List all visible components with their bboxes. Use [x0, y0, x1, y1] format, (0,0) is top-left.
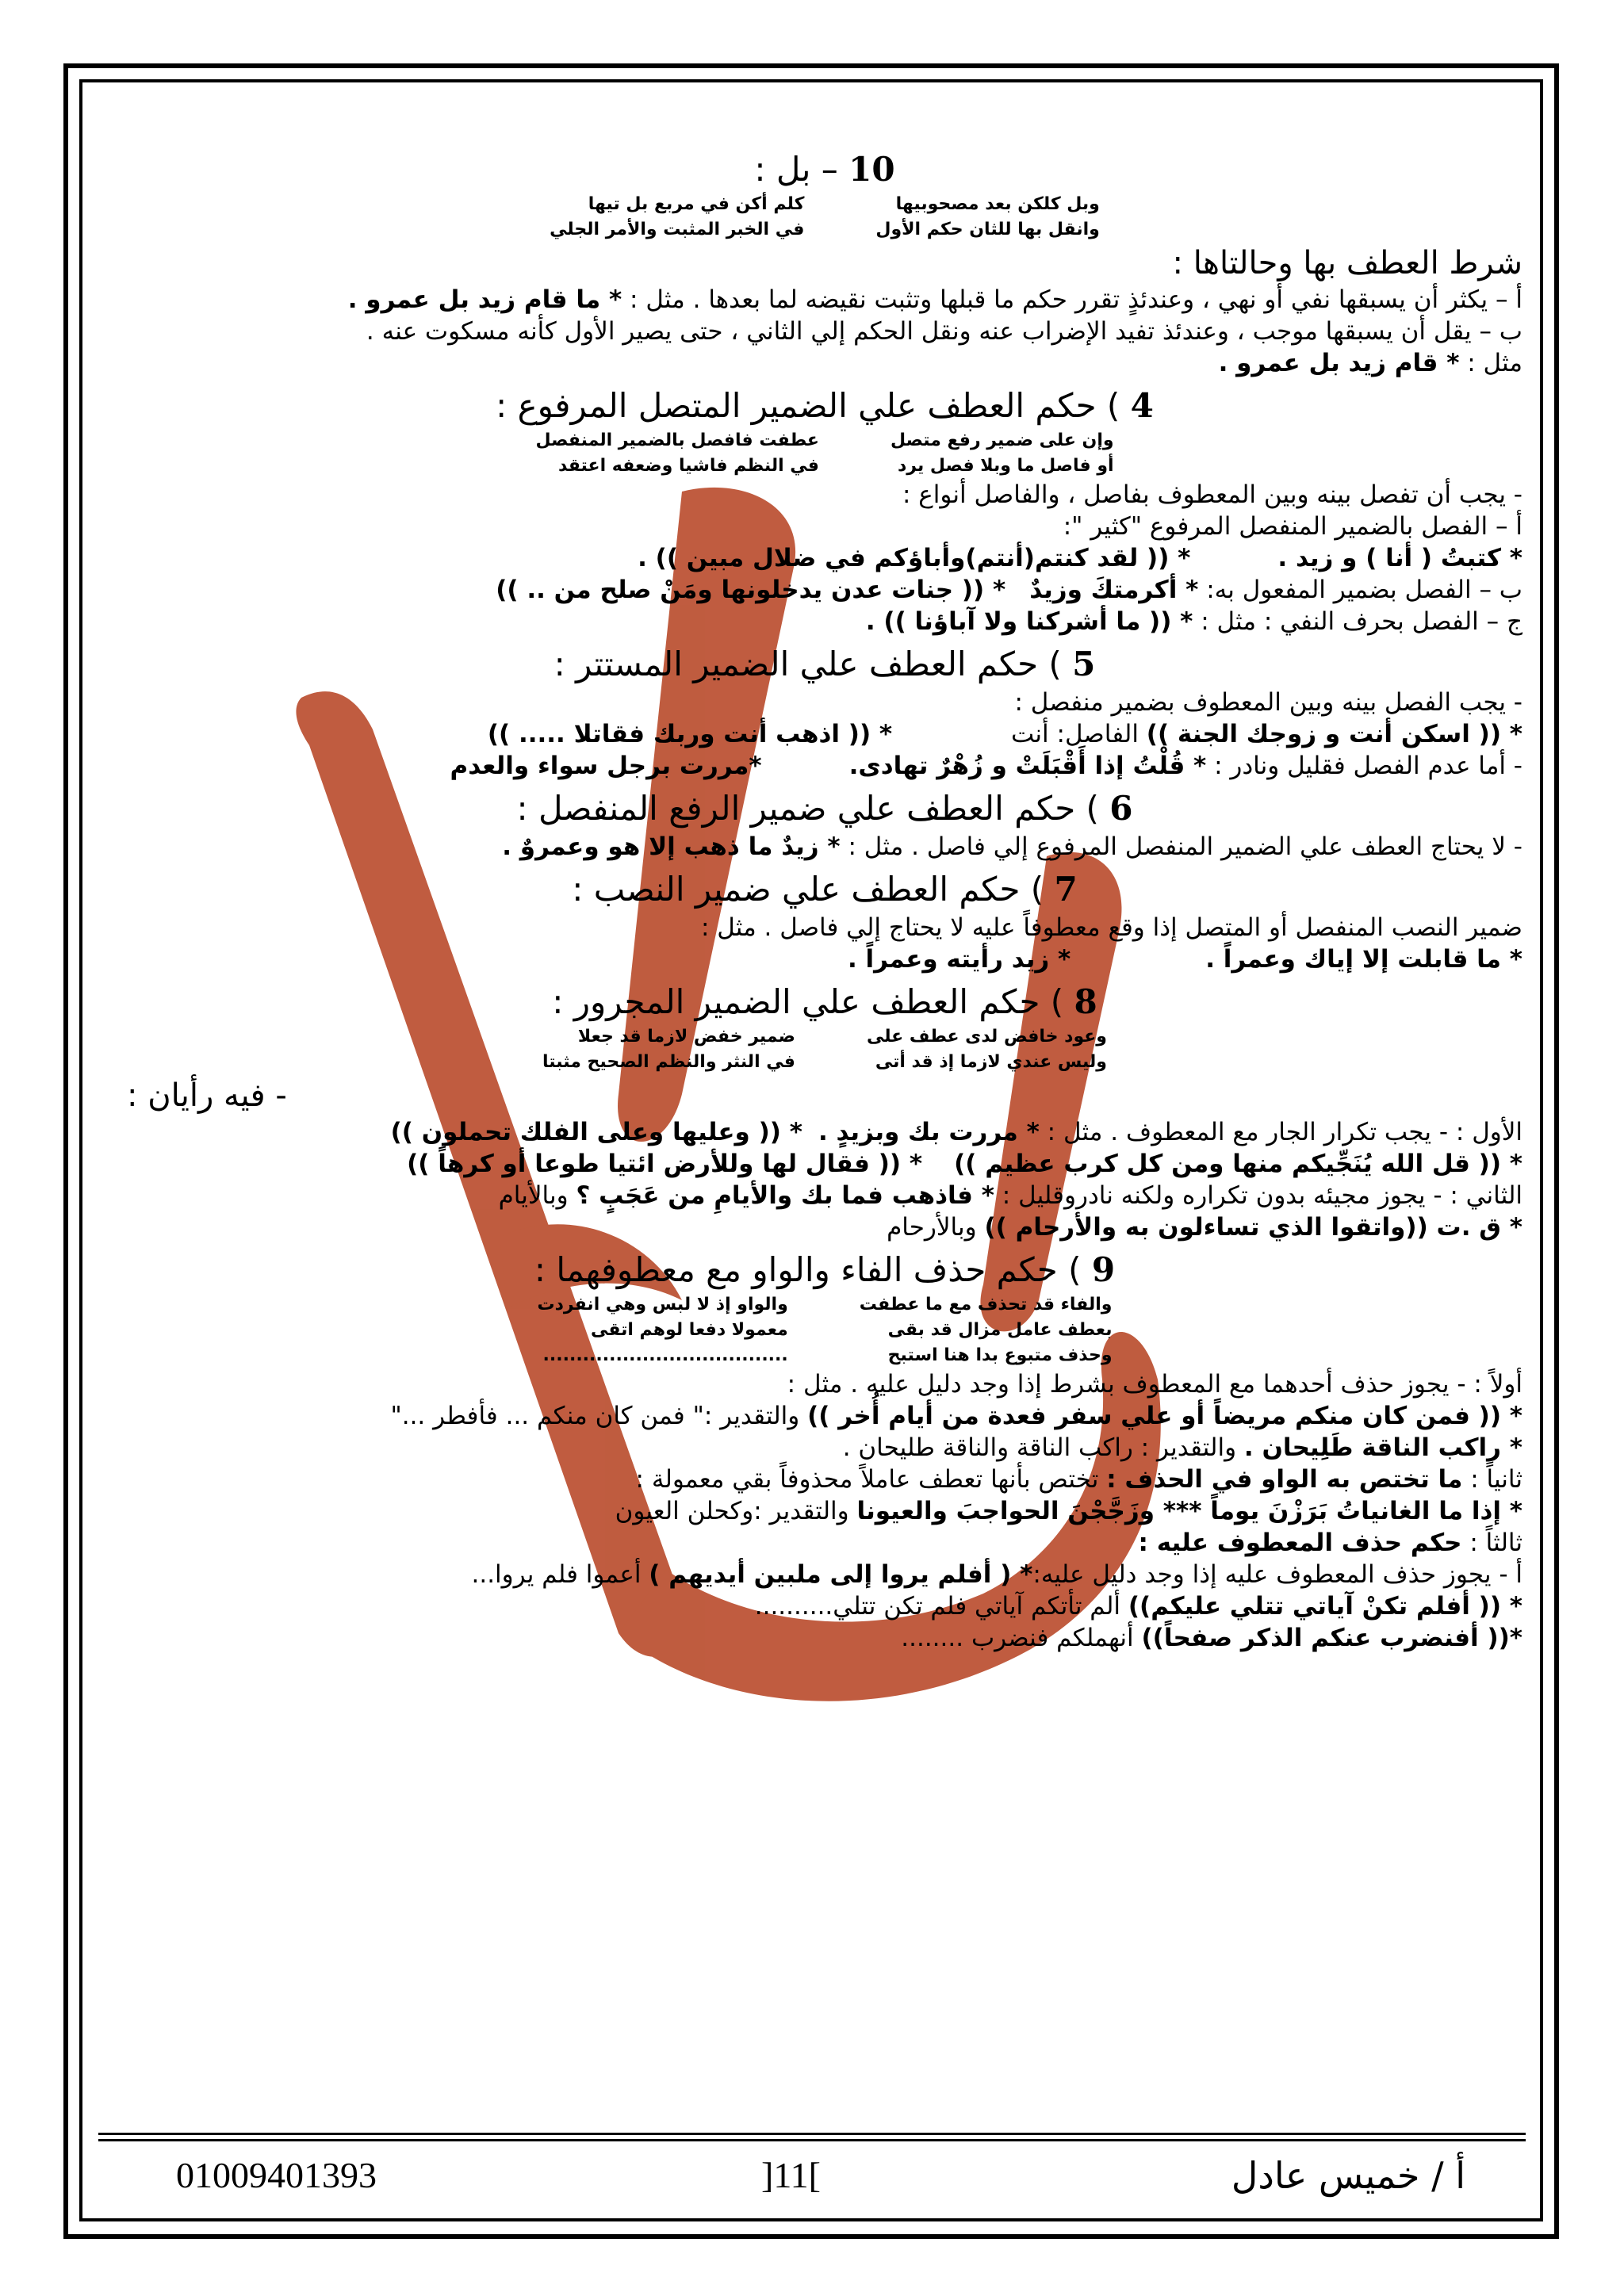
section8-poem — [127, 1024, 1522, 1075]
subheading-text: حكم حذف المعطوف عليه : — [1138, 1529, 1462, 1557]
footer-divider — [98, 2139, 1526, 2141]
example-text: * قام زيد بل عمرو . — [1218, 349, 1460, 377]
section7-examples — [127, 943, 1522, 975]
section9-line — [127, 1590, 1522, 1622]
poem-verse: وعود خافض لدى عطف على — [866, 1027, 1107, 1047]
section6-number: 6 — [1109, 789, 1133, 828]
section9-title: ) حكم حذف الفاء والواو مع معطوفهما : — [534, 1250, 1092, 1289]
rule-a-text: أ – يكثر أن يسبقها نفي أو نهي ، وعندئذٍ تقرر حكم ما قبلها وتثبت نقيضه لما بعدها . مثل : — [622, 285, 1522, 314]
section9-number: 9 — [1091, 1250, 1116, 1289]
example-text: * (( اذهب أنت وربك فقاتلا ..... )) — [487, 720, 893, 748]
section5-line: - يجب الفصل بينه وبين المعطوف بضمير منفصل : — [1014, 688, 1522, 717]
section9-line — [127, 1432, 1522, 1464]
section7-line: ضمير النصب المنفصل أو المتصل إذا وقع معطوفاً عليه لا يحتاج إلي فاصل . مثل : — [700, 913, 1522, 942]
note-text: وبالأرحام — [887, 1213, 985, 1242]
note-text: والتقدير : راكب الناقة والناقة طليحان . — [842, 1433, 1244, 1462]
section8-opinions: - فيه رأيان : — [127, 1077, 287, 1114]
section6-title: ) حكم العطف علي ضمير الرفع المنفصل : — [516, 789, 1110, 828]
section8-line — [127, 1211, 1522, 1243]
poem-verse: ..................................... — [542, 1345, 788, 1365]
footer-phone: 01009401393 — [176, 2155, 377, 2195]
poem-verse: ضمير خفض لازما قد جعلا — [577, 1027, 795, 1047]
example-text: * قُلْتُ إذا أَقْبَلَتْ و زُهْرٌ تهادى. — [848, 752, 1207, 780]
note-text: وبالأيام — [498, 1181, 576, 1210]
example-text: * أكرمتكَ وزيدٌ — [1029, 576, 1199, 604]
section5-line — [127, 750, 1522, 782]
example-text: *مررت برجل سواء والعدم — [450, 752, 762, 780]
rule-text: أ - يجوز حذف المعطوف عليه إذا وجد دليل عليه: — [1032, 1560, 1522, 1589]
footer-author: أ / خميس عادل — [1231, 2154, 1465, 2197]
example-text: * زيدٌ ما ذهب إلا هو وعمروٌ . — [502, 832, 841, 861]
example-label: مثل : — [1459, 349, 1522, 377]
example-text: * (( فقال لها وللأرض ائتيا طوعا أو كرهاً )) — [407, 1150, 923, 1178]
rule-text: ب – الفصل بضمير المفعول به: — [1198, 576, 1522, 604]
poem-verse: والواو إذ لا لبس وهي انفردت — [537, 1295, 788, 1314]
section8-line — [127, 1116, 1522, 1148]
note-text: أعموا فلم يروا... — [471, 1560, 649, 1589]
poem-verse: وبل كلكن بعد مصحوبيها — [895, 194, 1100, 214]
example-text: * (( جنات عدن يدخلونها ومَنْ صلح من .. )) — [496, 576, 1006, 604]
section6-line — [127, 831, 1522, 863]
poem-verse: معمولا دفعا لوهم اتقى — [590, 1320, 788, 1340]
section9-heading — [127, 1248, 1522, 1292]
poem-verse: وانقل بها للثان حكم الأول — [875, 220, 1100, 239]
conditions-title: شرط العطف بها وحالتاها : — [1172, 245, 1522, 281]
example-text: * (( اسكن أنت و زوجك الجنة )) — [1146, 720, 1522, 748]
section5-examples — [127, 718, 1522, 750]
rule-text: الأول : - يجب تكرار الجار مع المعطوف . مثل : — [1039, 1118, 1522, 1146]
section10-title: – بل : — [754, 150, 849, 189]
poem-verse: كلم أكن في مربع بل تيها — [588, 194, 805, 214]
section9-line — [127, 1527, 1522, 1559]
poem-verse: وحذف متبوع بدا هنا استبح — [887, 1345, 1113, 1365]
section8-line — [127, 1180, 1522, 1211]
poem-verse: في الخبر المثبت والأمر الجلي — [550, 220, 805, 239]
section4-heading — [127, 384, 1522, 428]
example-text: *(( أفنضرب عنكم الذكر صفحاً)) — [1141, 1624, 1522, 1652]
example-text: * ( أفلم يروا إلى ملبين أيديهم ) — [649, 1560, 1033, 1589]
section8-number: 8 — [1074, 982, 1097, 1021]
rule-text: ثالثاً : — [1461, 1529, 1522, 1557]
note-text: أنهملكم فنضرب ........ — [901, 1624, 1142, 1652]
section8-title: ) حكم العطف علي الضمير المجرور : — [552, 982, 1074, 1021]
section9-line — [127, 1464, 1522, 1495]
poem-verse: في النثر والنظم الصحيح مثبتا — [542, 1052, 795, 1072]
note-text: والتقدير :" فمن كان منكم ... فأفطر ..." — [390, 1402, 808, 1430]
rule-b: ب – يقل أن يسبقها موجب ، وعندئذ تفيد الإضراب عنه ونقل الحكم إلي الثاني ، حتى يصير الأول كأنه مسكوت عنه . — [366, 317, 1522, 346]
section9-poem — [127, 1292, 1522, 1368]
section9-line: أولاً : - يجوز حذف أحدهما مع المعطوف بشرط إذا وجد دليل عليه . مثل : — [787, 1370, 1522, 1399]
example-text: * (( أفلم تكنْ آياتي تتلي عليكم)) — [1128, 1592, 1522, 1621]
example-text: * (( فمن كان منكم مريضاً أو علي سفر فعدة من أيام أُخر )) — [807, 1402, 1522, 1430]
section4-line — [127, 606, 1522, 637]
section4-number: 4 — [1130, 386, 1154, 425]
example-text: * ما قابلت إلا إياك وعمراً . — [1205, 945, 1522, 974]
example-text: * مررت بك وبزيدٍ . — [818, 1118, 1040, 1146]
section5-title: ) حكم العطف علي الضمير المستتر : — [553, 645, 1073, 683]
example-text: * (( لقد كنتم(أنتم)وأباؤكم في ضلال مبين )) . — [638, 544, 1191, 572]
rule-text: - أما عدم الفصل فقليل ونادر : — [1206, 752, 1522, 780]
footer-divider — [98, 2133, 1526, 2135]
section4-line — [127, 574, 1522, 606]
section9-line — [127, 1559, 1522, 1590]
section9-line — [127, 1622, 1522, 1654]
example-text: * (( ما أشركنا ولا آباؤنا )) . — [865, 607, 1193, 636]
page-content — [127, 143, 1522, 1654]
section9-line — [127, 1400, 1522, 1432]
section5-heading — [127, 642, 1522, 687]
rule-text: ثانياً : — [1462, 1465, 1522, 1494]
poem-verse: بعطف عامل مزال قد بقى — [887, 1320, 1113, 1340]
section10-heading — [127, 147, 1522, 192]
example-text: * زيد رأيته وعمراً . — [847, 945, 1071, 974]
example-text: * (( وعليها وعلى الفلك تحملون )) — [390, 1118, 802, 1146]
subheading-text: ما تختص به الواو في الحذف : — [1106, 1465, 1463, 1494]
poem-verse: عطفت فافصل بالضمير المنفصل — [535, 430, 819, 450]
rule-text: - لا يحتاج العطف علي الضمير المنفصل المرفوع إلي فاصل . مثل : — [840, 832, 1522, 861]
rule-text: ج – الفصل بحرف النفي : مثل : — [1193, 607, 1522, 636]
example-text: * راكب الناقة طَلِيحان . — [1243, 1433, 1522, 1462]
section4-examples — [127, 542, 1522, 574]
section7-number: 7 — [1054, 870, 1078, 909]
example-text: * (( قل الله يُنَجِّيكم منها ومن كل كرب عظيم )) — [954, 1150, 1522, 1178]
example-text: * إذا ما الغانياتُ بَرَزْنَ يوماً *** وزَجَّجْنَ الحواجبَ والعيونا — [856, 1497, 1522, 1525]
poem-verse: وإن على ضمير رفع متصل — [890, 430, 1114, 450]
rule-text: تختص بأنها تعطف عاملاً محذوفاً بقي معمولة : — [635, 1465, 1107, 1494]
section4-line: أ – الفصل بالضمير المنفصل المرفوع "كثير ": — [1063, 512, 1522, 541]
section9-line — [127, 1495, 1522, 1527]
poem-verse: أو فاصل ما وبلا فصل يرد — [897, 456, 1114, 476]
rule-a — [127, 284, 1522, 316]
section6-heading — [127, 786, 1522, 831]
poem-verse: في النظم فاشيا وضعفه اعتقد — [558, 456, 819, 476]
note-text: والتقدير :وكحلن العيون — [615, 1497, 857, 1525]
section10-poem — [127, 192, 1522, 243]
section8-heading — [127, 980, 1522, 1024]
rule-a-example: * ما قام زيد بل عمرو . — [347, 285, 622, 314]
section4-poem — [127, 428, 1522, 479]
section10-number: 10 — [848, 150, 895, 189]
section4-line: - يجب أن تفصل بينه وبين المعطوف بفاصل ، والفاصل أنواع : — [902, 480, 1522, 509]
example-text: * ق .ت ((واتقوا الذي تساءلون به والأرحام )) — [984, 1213, 1522, 1242]
poem-verse: وليس عندي لازما إذ قد أتى — [875, 1052, 1107, 1072]
section4-title: ) حكم العطف علي الضمير المتصل المرفوع : — [496, 386, 1131, 425]
note-text: ألم تأتكم آياتي فلم تكن تتلي.......... — [754, 1592, 1128, 1621]
example-text: * كتبتُ ( أنا ) و زيد . — [1277, 544, 1522, 572]
example-text: * فاذهب فما بك والأيامِ من عَجَبٍ ؟ — [576, 1181, 994, 1210]
separator-note: الفاصل: أنت — [1003, 720, 1147, 748]
page-number: ]11[ — [761, 2155, 821, 2195]
poem-verse: والفاء قد تحذف مع ما عطفت — [859, 1295, 1113, 1314]
section5-number: 5 — [1072, 645, 1096, 683]
section7-heading — [127, 867, 1522, 912]
section8-examples — [127, 1148, 1522, 1180]
rule-b-example — [127, 347, 1522, 379]
section7-title: ) حكم العطف علي ضمير النصب : — [572, 870, 1055, 909]
rule-text: الثاني : - يجوز مجيئه بدون تكراره ولكنه نادروقليل : — [994, 1181, 1522, 1210]
